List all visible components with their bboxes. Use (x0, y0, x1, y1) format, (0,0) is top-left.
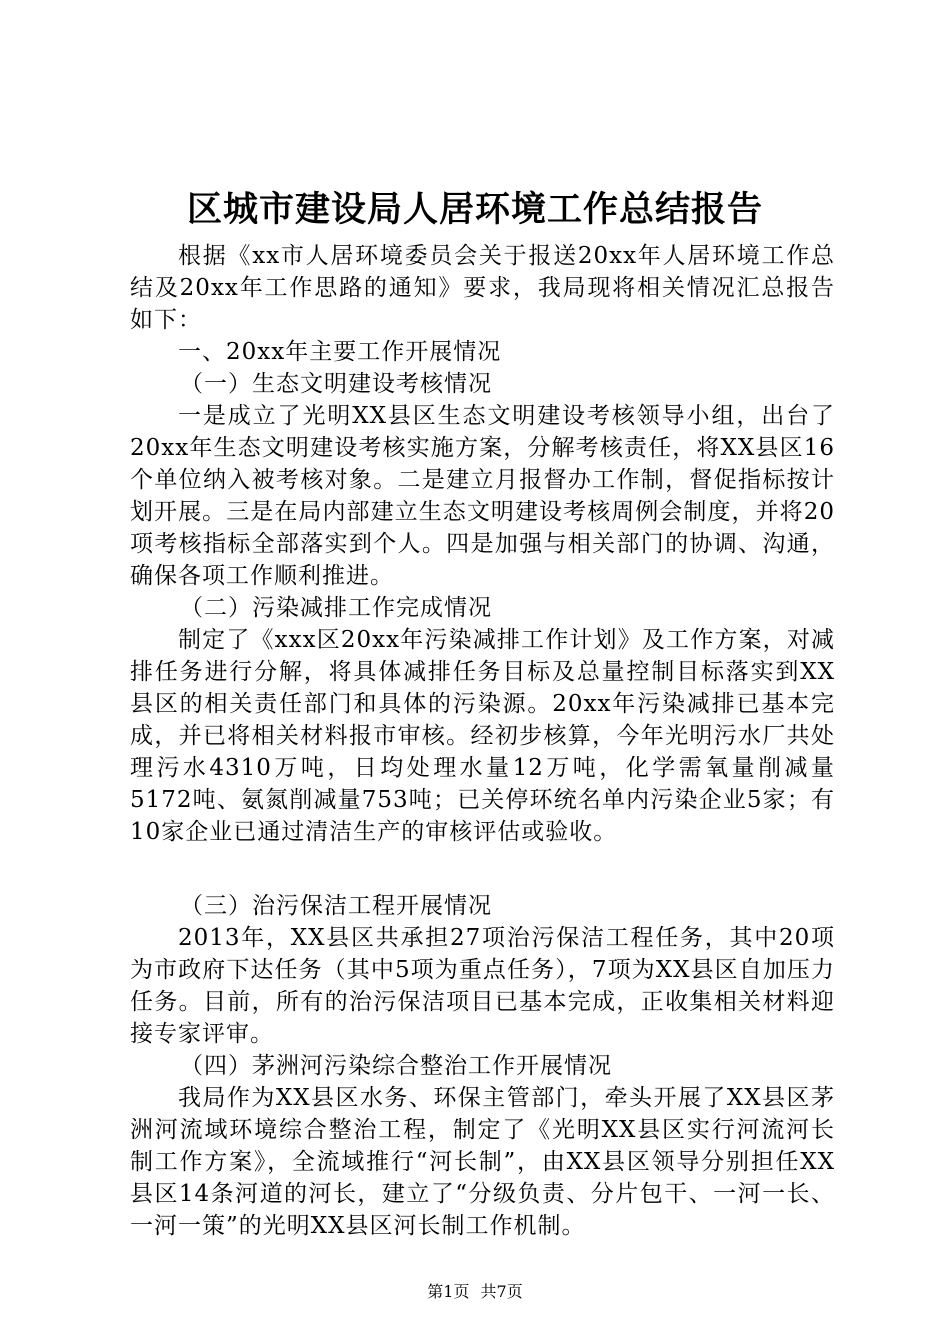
page-total: 共7页 (480, 1282, 523, 1301)
paragraph-river-management: 我局作为XX县区水务、环保主管部门，牵头开展了XX县区茅洲河流域环境综合整治工程，制定了《光明XX县区实行河流河长制工作方案》，全流域推行“河长制”，由XX县区领导分别担任XX县区14条河道的河长，建立了“分级负责、分片包干、一河一长、一河一策”的光明XX县区河长制工作机制。 (130, 1085, 835, 1239)
paragraph-eco-assessment: 一是成立了光明XX县区生态文明建设考核领导小组，出台了20xx年生态文明建设考核实施方案，分解考核责任，将XX县区16个单位纳入被考核对象。二是建立月报督办工作制，督促指标按计划开展。三是在局内部建立生态文明建设考核周例会制度，并将20项考核指标全部落实到个人。四是加强与相关部门的协调、沟通，确保各项工作顺利推进。 (130, 403, 835, 589)
subsection-heading-2: （二）污染减排工作完成情况 (180, 595, 492, 621)
paragraph-pollution-projects: 2013年，XX县区共承担27项治污保洁工程任务，其中20项为市政府下达任务（其中5项为重点任务），7项为XX县区自加压力任务。目前，所有的治污保洁项目已基本完成，正收集相关材料迎接专家评审。 (130, 925, 835, 1047)
subsection-heading-1: （一）生态文明建设考核情况 (180, 371, 492, 397)
page-number: 第1页 (427, 1282, 470, 1301)
intro-paragraph: 根据《xx市人居环境委员会关于报送20xx年人居环境工作总结及20xx年工作思路的通知》要求，我局现将相关情况汇总报告如下： (130, 243, 835, 333)
document-title: 区城市建设局人居环境工作总结报告 (186, 189, 763, 230)
document-body (130, 240, 835, 1242)
section-heading-1: 一、20xx年主要工作开展情况 (178, 339, 502, 365)
page-footer (0, 1280, 950, 1304)
paragraph-emission-reduction: 制定了《xxx区20xx年污染减排工作计划》及工作方案，对减排任务进行分解，将具体减排任务目标及总量控制目标落实到XX县区的相关责任部门和具体的污染源。20xx年污染减排已基本完成，并已将相关材料报市审核。经初步核算，今年光明污水厂共处理污水4310万吨，日均处理水量12万吨，化学需氧量削减量5172吨、氨氮削减量753吨；已关停环统名单内污染企业5家；有10家企业已通过清洁生产的审核评估或验收。 (130, 627, 835, 845)
subsection-heading-4: （四）茅洲河污染综合整治工作开展情况 (180, 1053, 612, 1079)
subsection-heading-3: （三）治污保洁工程开展情况 (180, 893, 492, 919)
